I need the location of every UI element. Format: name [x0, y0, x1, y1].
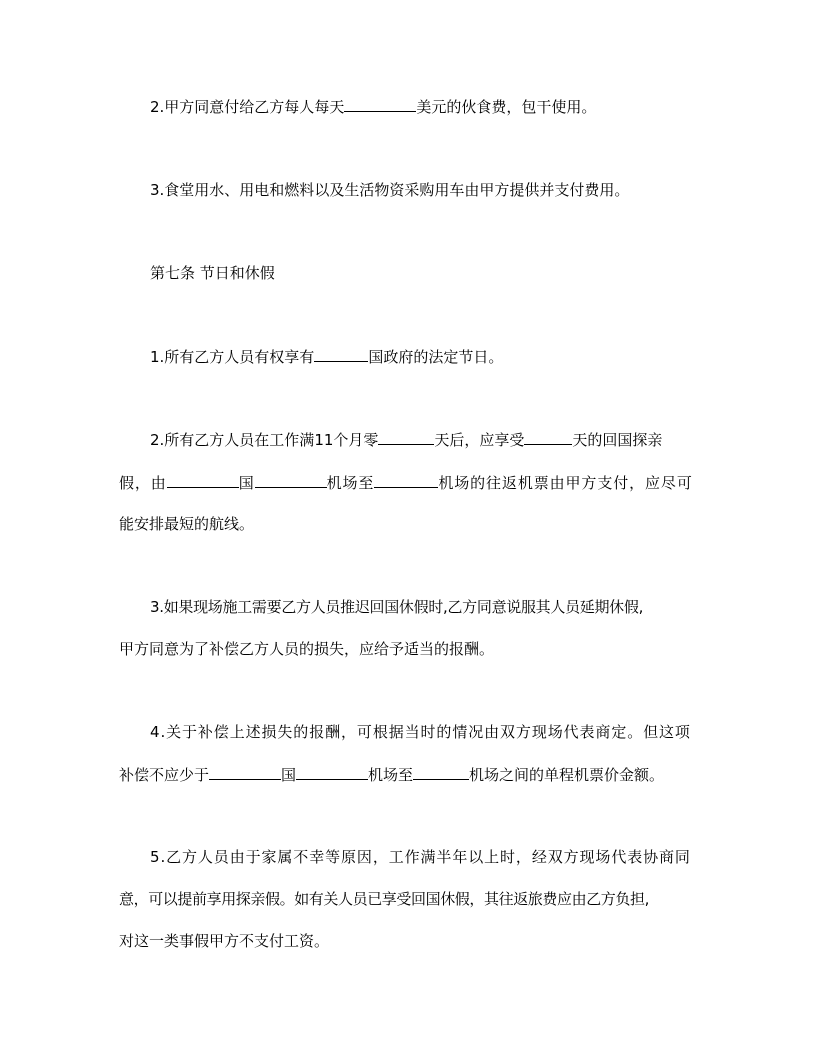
fill-in-blank [296, 764, 368, 780]
paragraph-text: 机场至 [368, 766, 414, 784]
clause-7-item-5-line-2 [119, 889, 649, 909]
clause-7-item-4-line-2 [119, 764, 664, 784]
paragraph-text: 4.关于补偿上述损失的报酬，可根据当时的情况由双方现场代表商定。但这项 [150, 723, 691, 741]
fill-in-blank [378, 429, 434, 445]
paragraph-text: 3.如果现场施工需要乙方人员推迟回国休假时,乙方同意说服其人员延期休假, [150, 598, 644, 616]
clause-7-item-5-line-3 [119, 931, 329, 951]
article-title: 节日和休假 [199, 264, 275, 282]
paragraph-text: 天后，应享受 [434, 431, 525, 449]
fill-in-blank [374, 472, 438, 488]
fill-in-blank [255, 472, 327, 488]
paragraph-text: 3.食堂用水、用电和燃料以及生活物资采购用车由甲方提供并支付费用。 [150, 181, 630, 199]
paragraph-text: 2.所有乙方人员在工作满11个月零 [150, 431, 379, 449]
paragraph-text: 假，由 [119, 474, 167, 492]
fill-in-blank [524, 429, 572, 445]
clause-7-item-5-line-1 [150, 847, 691, 867]
paragraph-text: 5.乙方人员由于家属不幸等原因，工作满半年以上时，经双方现场代表协商同 [150, 848, 691, 866]
article-number: 第七条 [150, 264, 196, 282]
paragraph-text: 1.所有乙方人员有权享有 [150, 348, 315, 366]
paragraph-text: 国 [238, 474, 255, 492]
paragraph-text: 天的回国探亲 [572, 431, 663, 449]
clause-7-item-2-line-1 [150, 429, 662, 449]
paragraph-text: 能安排最短的航线。 [119, 515, 255, 533]
clause-6-item-3 [150, 180, 629, 200]
fill-in-blank [167, 472, 239, 488]
paragraph-text: 补偿不应少于 [119, 766, 210, 784]
clause-7-item-2-line-3 [119, 514, 254, 534]
paragraph-text: 对这一类事假甲方不支付工资。 [119, 932, 330, 950]
clause-7-item-2-line-2 [119, 472, 693, 492]
paragraph-text: 机场之间的单程机票价金额。 [469, 766, 665, 784]
paragraph-text: 2.甲方同意付给乙方每人每天 [150, 98, 345, 116]
fill-in-blank [209, 764, 281, 780]
fill-in-blank [314, 346, 368, 362]
paragraph-text: 甲方同意为了补偿乙方人员的损失，应给予适当的报酬。 [119, 640, 495, 658]
clause-6-item-2 [150, 96, 596, 116]
paragraph-text: 意，可以提前享用探亲假。如有关人员已享受回国休假，其往返旅费应由乙方负担, [119, 890, 649, 908]
paragraph-text: 美元的伙食费，包干使用。 [416, 98, 597, 116]
article-7-heading [150, 263, 275, 283]
paragraph-text: 机场的往返机票由甲方支付，应尽可 [438, 474, 693, 492]
paragraph-text: 国政府的法定节日。 [368, 348, 504, 366]
clause-7-item-4-line-1 [150, 722, 691, 742]
paragraph-text: 国 [281, 766, 297, 784]
fill-in-blank [413, 764, 469, 780]
fill-in-blank [344, 96, 416, 112]
paragraph-text: 机场至 [326, 474, 375, 492]
clause-7-item-3-line-2 [119, 639, 494, 659]
clause-7-item-1 [150, 346, 503, 366]
clause-7-item-3-line-1 [150, 597, 643, 617]
